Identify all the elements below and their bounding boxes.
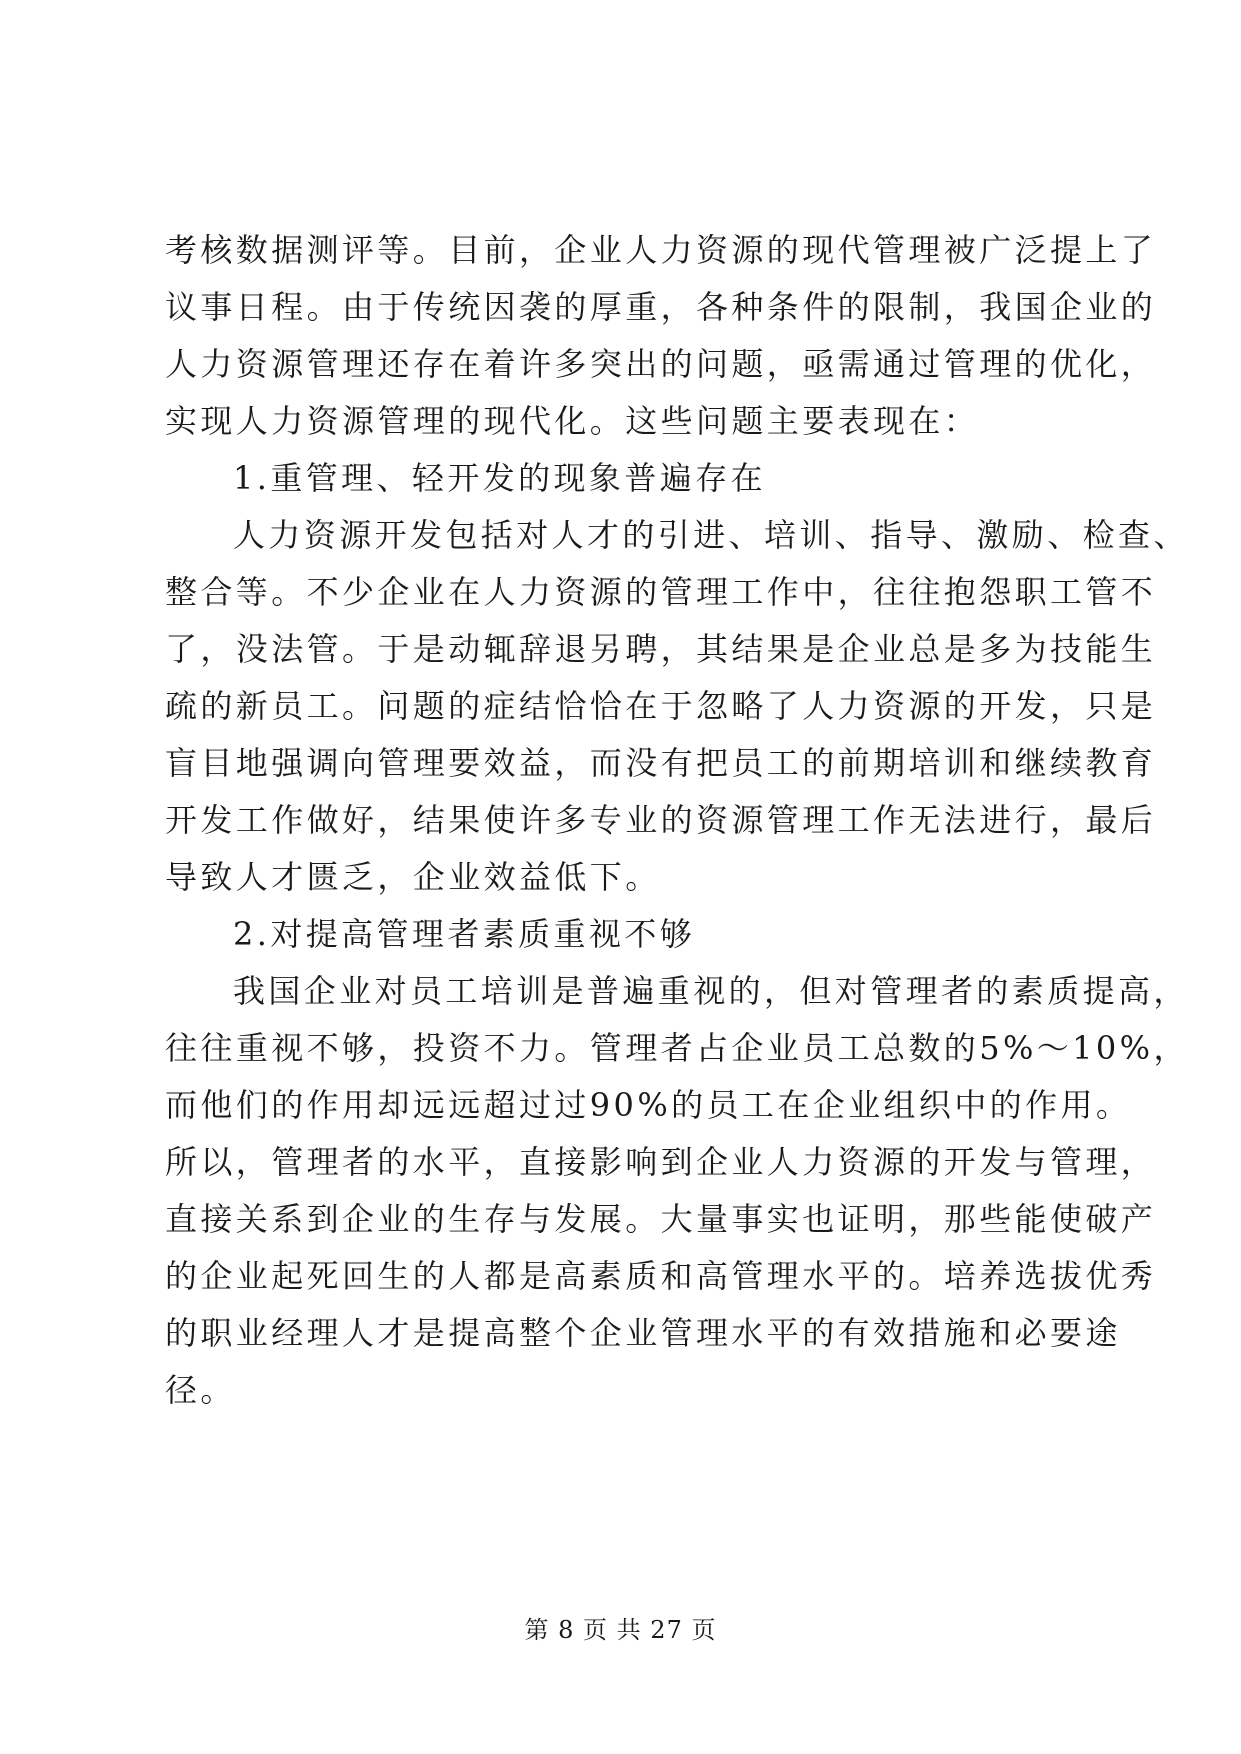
document-body bbox=[165, 222, 1189, 1419]
text-line: 实现人力资源管理的现代化。这些问题主要表现在： bbox=[165, 402, 980, 440]
text-line: 1.重管理、轻开发的现象普遍存在 bbox=[233, 459, 766, 497]
text-line: 所以，管理者的水平，直接影响到企业人力资源的开发与管理， bbox=[165, 1143, 1157, 1181]
text-line: 了，没法管。于是动辄辞退另聘，其结果是企业总是多为技能生 bbox=[165, 630, 1157, 668]
text-line: 开发工作做好，结果使许多专业的资源管理工作无法进行，最后 bbox=[165, 801, 1157, 839]
text-line: 的企业起死回生的人都是高素质和高管理水平的。培养选拔优秀 bbox=[165, 1257, 1157, 1295]
text-line: 往往重视不够，投资不力。管理者占企业员工总数的5%～10%， bbox=[165, 1029, 1189, 1067]
text-line: 整合等。不少企业在人力资源的管理工作中，往往抱怨职工管不 bbox=[165, 573, 1157, 611]
text-line: 盲目地强调向管理要效益，而没有把员工的前期培训和继续教育 bbox=[165, 744, 1157, 782]
text-line: 导致人才匮乏，企业效益低下。 bbox=[165, 858, 661, 896]
text-line: 径。 bbox=[165, 1371, 236, 1409]
text-line: 考核数据测评等。目前，企业人力资源的现代管理被广泛提上了 bbox=[165, 231, 1157, 269]
text-line: 直接关系到企业的生存与发展。大量事实也证明，那些能使破产 bbox=[165, 1200, 1157, 1238]
text-line: 疏的新员工。问题的症结恰恰在于忽略了人力资源的开发，只是 bbox=[165, 687, 1157, 725]
page-footer: 第 8 页 共 27 页 bbox=[524, 1616, 717, 1644]
text-line: 人力资源开发包括对人才的引进、培训、指导、激励、检查、 bbox=[233, 516, 1189, 554]
text-line: 2.对提高管理者素质重视不够 bbox=[233, 915, 696, 953]
text-line: 我国企业对员工培训是普遍重视的，但对管理者的素质提高， bbox=[233, 972, 1189, 1010]
text-line: 而他们的作用却远远超过过90%的员工在企业组织中的作用。 bbox=[165, 1086, 1132, 1124]
text-line: 人力资源管理还存在着许多突出的问题，亟需通过管理的优化， bbox=[165, 345, 1157, 383]
text-line: 议事日程。由于传统因袭的厚重，各种条件的限制，我国企业的 bbox=[165, 288, 1157, 326]
text-line: 的职业经理人才是提高整个企业管理水平的有效措施和必要途 bbox=[165, 1314, 1121, 1352]
